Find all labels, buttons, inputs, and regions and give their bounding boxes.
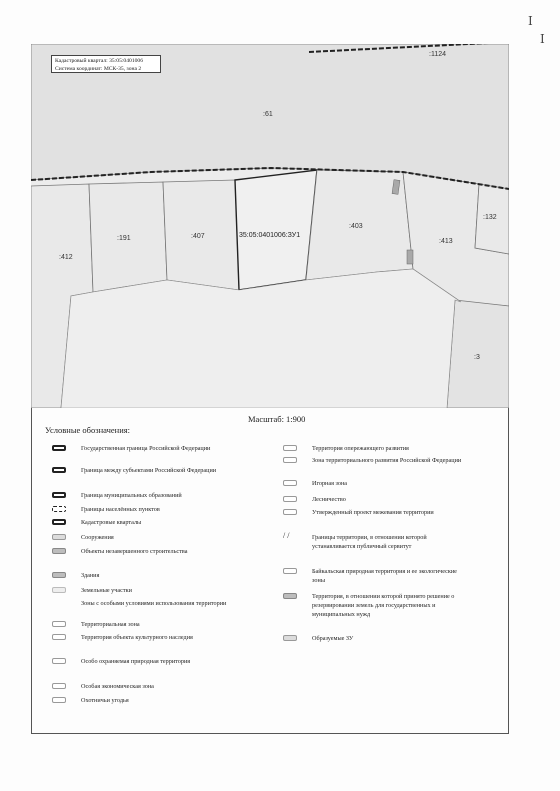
parcel-zu1[interactable] xyxy=(235,170,317,290)
parcel-label: :407 xyxy=(191,233,205,240)
legend-label: Территория, в отношении которой принято решение о резервировании земель для государственных и муниципальных нужд xyxy=(312,593,455,618)
legend-label: Здания xyxy=(81,572,100,579)
legend-symbol-thin xyxy=(52,658,66,664)
map-header-box xyxy=(51,55,161,73)
corner-mark: I xyxy=(528,14,533,28)
legend-symbol-thick xyxy=(52,445,66,451)
legend-label: Территориальная зона xyxy=(81,621,140,628)
legend-label: Границы населённых пунктов xyxy=(81,506,160,513)
legend-label: Утвержденный проект межевания территории xyxy=(312,509,434,516)
parcel-label: :132 xyxy=(483,214,497,221)
cadastral-quarter-text: Кадастровый квартал: 35:05:0401006 xyxy=(55,58,144,64)
legend-label: Территория объекта культурного наследия xyxy=(81,634,193,641)
parcel-label: :413 xyxy=(439,238,453,245)
legend-label: Границы территории, в отношении которой устанавливается публичный сервитут xyxy=(312,534,427,550)
legend-symbol-blank xyxy=(52,600,66,606)
legend-symbol-lightgrey xyxy=(283,635,297,641)
legend-label: Охотничьи угодья xyxy=(81,697,129,704)
legend-symbol-grey xyxy=(52,572,66,578)
legend-label: Сооружения xyxy=(81,534,114,541)
legend-label: Кадастровые кварталы xyxy=(81,519,142,526)
legend-label: Территория опережающего развития xyxy=(312,445,409,452)
parcel-label: :61 xyxy=(263,111,273,118)
legend-symbol-thin xyxy=(283,445,297,451)
legend-symbol-grey xyxy=(283,593,297,599)
legend-symbol-thin xyxy=(283,480,297,486)
legend-label: Особо охраняемая природная территория xyxy=(81,658,191,665)
legend-symbol-dashed xyxy=(52,506,66,512)
legend-symbol-thin xyxy=(52,683,66,689)
legend-symbol-lightgrey xyxy=(52,534,66,540)
corner-mark: I xyxy=(540,32,545,46)
legend-symbol-slash: / / xyxy=(283,531,290,540)
map-scale: Масштаб: 1:900 xyxy=(248,414,306,424)
parcel-label: :412 xyxy=(59,254,73,261)
legend-label: Государственная граница Российской Федерации xyxy=(81,445,211,452)
legend-symbol-thick xyxy=(52,492,66,498)
legend-symbol-verylight xyxy=(52,587,66,593)
legend-symbol-thin xyxy=(283,509,297,515)
legend-symbol-grey xyxy=(52,548,66,554)
legend-label: Байкальская природная территория и ее экологические зоны xyxy=(312,568,457,584)
legend-symbol-thick xyxy=(52,519,66,525)
road-strip xyxy=(61,269,461,408)
legend-label: Образуемые ЗУ xyxy=(312,635,354,642)
legend-symbol-thin xyxy=(283,457,297,463)
legend-label: Лесничество xyxy=(312,496,346,503)
building[interactable] xyxy=(407,250,413,264)
legend-label: Особая экономическая зона xyxy=(81,683,154,690)
parcel-label: 35:05:0401006:ЗУ1 xyxy=(239,232,301,239)
parcel-label: :403 xyxy=(349,223,363,230)
legend-label: Зоны с особыми условиями использования территории xyxy=(81,600,227,607)
legend-title: Условные обозначения: xyxy=(45,425,131,435)
coordinate-system-text: Система координат: МСК-35, зона 2 xyxy=(55,66,142,72)
legend-label: Граница муниципальных образований xyxy=(81,492,182,499)
parcel-label: :3 xyxy=(474,354,480,361)
legend-label: Объекты незавершенного строительства xyxy=(81,548,188,555)
legend-symbol-thin xyxy=(283,568,297,574)
legend-symbol-thin xyxy=(283,496,297,502)
legend-label: Игорная зона xyxy=(312,480,348,487)
parcel-label: :1124 xyxy=(429,51,446,58)
legend-label: Земельные участки xyxy=(81,587,132,594)
legend-symbol-thick xyxy=(52,467,66,473)
parcel-label: :191 xyxy=(117,235,131,242)
legend-label: Граница между субъектами Российской Федерации xyxy=(81,467,217,474)
legend-symbol-thin xyxy=(52,697,66,703)
cadastral-map[interactable] xyxy=(31,44,509,408)
legend-label: Зона территориального развития Российской Федерации xyxy=(312,457,462,464)
legend-symbol-thin xyxy=(52,634,66,640)
legend-symbol-thin xyxy=(52,621,66,627)
